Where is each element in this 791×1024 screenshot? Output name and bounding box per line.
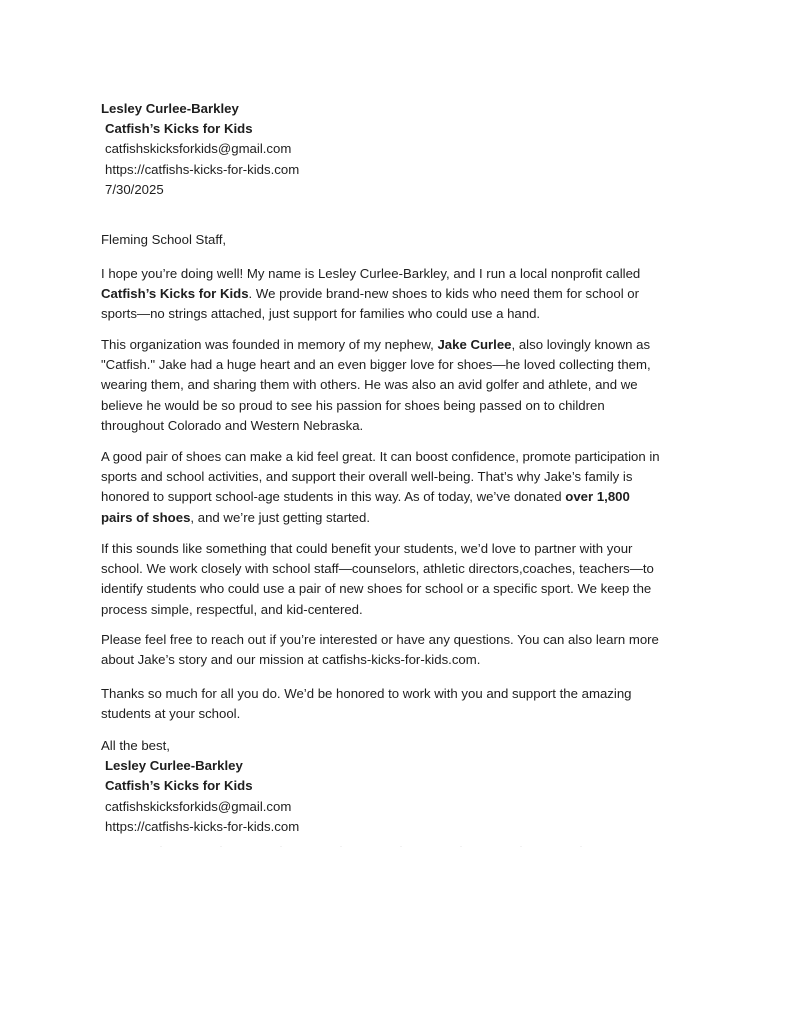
paragraph-line: sports and school activities, and support their overall well-being. That’s why Jake’s family is: [101, 469, 633, 485]
sender-email: catfishskicksforkids@gmail.com: [105, 141, 292, 157]
paragraph-line: wearing them, and sharing them with others. He was also an avid golfer and athlete, and we: [101, 377, 638, 393]
paragraph-contact: [101, 630, 713, 670]
letter-date: 7/30/2025: [105, 181, 164, 197]
paragraph-line: about Jake’s story and our mission at catfishs-kicks-for-kids.com.: [101, 652, 481, 668]
paragraph-line: students at your school.: [101, 706, 241, 722]
closing-email: catfishskicksforkids@gmail.com: [105, 798, 292, 814]
paragraph-line: Thanks so much for all you do. We’d be honored to work with you and support the amazing: [101, 686, 632, 701]
paragraph-line: If this sounds like something that could benefit your students, we’d love to partner with your: [101, 541, 633, 556]
paragraph-line: Please feel free to reach out if you’re interested or have any questions. You can also learn more: [101, 632, 659, 647]
scan-artifact: [160, 846, 630, 847]
paragraph-line: A good pair of shoes can make a kid feel great. It can boost confidence, promote participation in: [101, 449, 660, 464]
paragraph-line: identify students who could use a pair of new shoes for school or a specific sport. We keep the: [101, 581, 652, 597]
closing-website: https://catfishs-kicks-for-kids.com: [105, 818, 300, 834]
paragraph-line: "Catfish." Jake had a huge heart and an even bigger love for shoes—he loved collecting them,: [101, 357, 651, 373]
paragraph-line: I hope you’re doing well! My name is Lesley Curlee-Barkley, and I run a local nonprofit called: [101, 266, 641, 281]
paragraph-thanks: [101, 684, 713, 724]
paragraph-line: pairs of shoes, and we’re just getting started.: [101, 509, 371, 525]
paragraph-intro: [101, 264, 713, 325]
paragraph-line: sports—no strings attached, just support for families who could use a hand.: [101, 306, 541, 322]
greeting-text: Fleming School Staff,: [101, 232, 227, 247]
paragraph-impact: [101, 447, 713, 528]
greeting: [101, 230, 713, 250]
paragraph-line: throughout Colorado and Western Nebraska.: [101, 417, 364, 433]
signoff: All the best,: [101, 738, 170, 753]
sender-website: https://catfishs-kicks-for-kids.com: [105, 161, 300, 177]
paragraph-line: school. We work closely with school staff—counselors, athletic directors,coaches, teachers—to: [101, 561, 654, 577]
sender-name: Lesley Curlee-Barkley: [101, 101, 239, 116]
paragraph-line: honored to support school-age students in this way. As of today, we’ve donated over 1,800: [101, 489, 630, 505]
paragraph-line: believe he would be so proud to see his passion for shoes being passed on to children: [101, 397, 605, 413]
paragraph-partnership: [101, 539, 713, 620]
paragraph-founding: [101, 335, 713, 436]
paragraph-line: This organization was founded in memory of my nephew, Jake Curlee, also lovingly known as: [101, 337, 651, 352]
paragraph-line: process simple, respectful, and kid-centered.: [101, 601, 363, 617]
closing-org: Catfish’s Kicks for Kids: [105, 778, 253, 794]
letter-header: [101, 99, 713, 200]
paragraph-line: Catfish’s Kicks for Kids. We provide brand-new shoes to kids who need them for school or: [101, 286, 640, 302]
closing-name: Lesley Curlee-Barkley: [105, 758, 243, 774]
sender-org: Catfish’s Kicks for Kids: [105, 121, 253, 137]
letter-closing: [101, 736, 713, 837]
